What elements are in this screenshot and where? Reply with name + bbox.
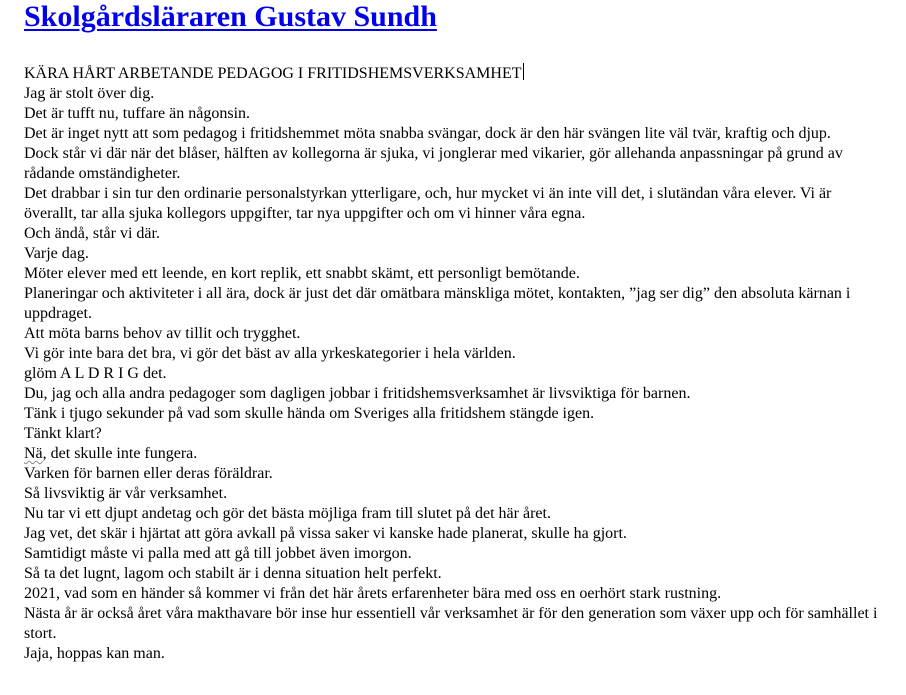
document-title-link[interactable]: Skolgårdsläraren Gustav Sundh <box>24 0 437 33</box>
paragraph: Det drabbar i sin tur den ordinarie personalstyrkan ytterligare, och, hur mycket vi än inte vill det, i slutändan våra elever. Vi är överallt, tar alla sjuka kollegors uppgifter, tar nya uppgifter och om vi hinner våra egna. <box>24 185 832 222</box>
paragraph <box>24 444 884 464</box>
paragraph: Jag vet, det skär i hjärtat att göra avkall på vissa saker vi kanske hade planerat, skulle ha gjort. <box>24 525 627 542</box>
paragraph: Att möta barns behov av tillit och trygghet. <box>24 325 301 342</box>
paragraph: Planeringar och aktiviteter i all ära, dock är just det där omätbara mänskliga mötet, kontakten, ”jag ser dig” den absoluta kärnan i uppdraget. <box>24 285 851 322</box>
paragraph: Det är tufft nu, tuffare än någonsin. <box>24 105 251 122</box>
paragraph: Jaja, hoppas kan man. <box>24 645 165 662</box>
heading-text: KÄRA HÅRT ARBETANDE PEDAGOG I FRITIDSHEMSVERKSAMHET <box>24 65 522 82</box>
paragraph: Tänkt klart? <box>24 425 102 442</box>
paragraph: Möter elever med ett leende, en kort replik, ett snabbt skämt, ett personligt bemötande. <box>24 265 580 282</box>
paragraph: Tänk i tjugo sekunder på vad som skulle hända om Sveriges alla fritidshem stängde igen. <box>24 405 595 422</box>
paragraph: Så ta det lugnt, lagom och stabilt är i denna situation helt perfekt. <box>24 565 442 582</box>
paragraph: Dock står vi där när det blåser, hälften av kollegorna är sjuka, vi jonglerar med vikarier, gör allehanda anpassningar på grund av rådande omständigheter. <box>24 145 843 182</box>
paragraph: Varken för barnen eller deras föräldrar. <box>24 465 273 482</box>
paragraph: Nästa år är också året våra makthavare bör inse hur essentiell vår verksamhet är för den generation som växer upp och för samhället i stort. <box>24 605 878 642</box>
paragraph: Du, jag och alla andra pedagoger som dagligen jobbar i fritidshemsverksamhet är livsviktiga för barnen. <box>24 385 691 402</box>
paragraph: Samtidigt måste vi palla med att gå till jobbet även imorgon. <box>24 545 412 562</box>
paragraph: Vi gör inte bara det bra, vi gör det bäst av alla yrkeskategorier i hela världen. <box>24 345 516 362</box>
paragraph-text: , det skulle inte fungera. <box>42 445 198 462</box>
paragraph: glöm A L D R I G det. <box>24 365 167 382</box>
paragraph: Varje dag. <box>24 245 89 262</box>
spellcheck-flagged-word[interactable]: Nä <box>24 445 43 462</box>
paragraph: Det är inget nytt att som pedagog i fritidshemmet möta snabba svängar, dock är den här svängen lite väl tvär, kraftig och djup. <box>24 125 831 142</box>
text-cursor <box>523 63 524 80</box>
paragraph: 2021, vad som en händer så kommer vi från det här årets erfarenheter bära med oss en oerhört stark rustning. <box>24 585 722 602</box>
document-heading <box>24 63 884 84</box>
document-body[interactable] <box>24 63 884 664</box>
paragraph: Så livsviktig är vår verksamhet. <box>24 485 228 502</box>
paragraph: Nu tar vi ett djupt andetag och gör det bästa möjliga fram till slutet på det här året. <box>24 505 551 522</box>
paragraph: Jag är stolt över dig. <box>24 85 155 102</box>
paragraph: Och ändå, står vi där. <box>24 225 160 242</box>
